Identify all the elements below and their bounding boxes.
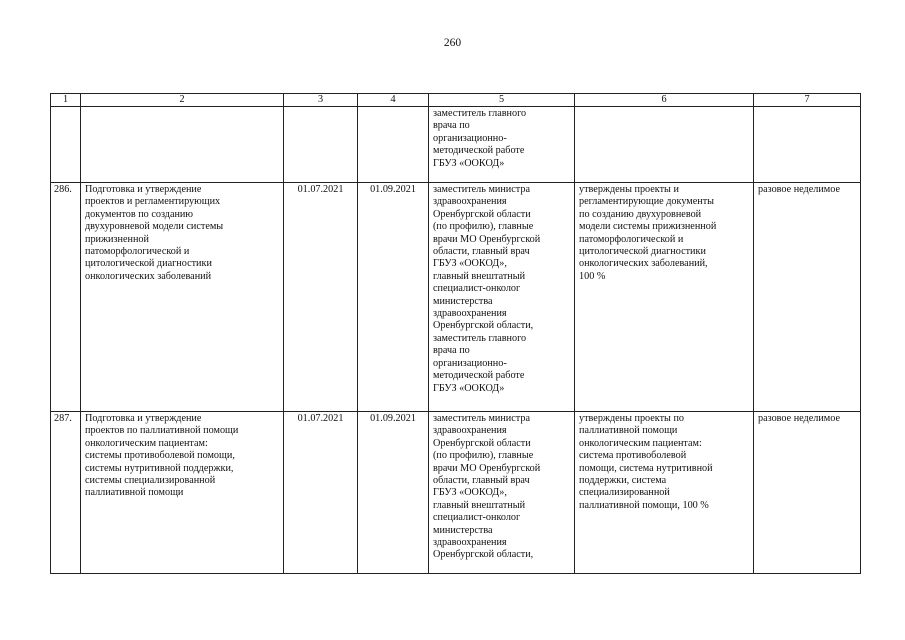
cell-line: поддержки, система <box>579 475 667 487</box>
cell-line: регламентирующие документы <box>579 196 714 208</box>
cell-line: помощи, система нутритивной <box>579 462 713 474</box>
cell-type: разовое неделимое <box>754 183 861 412</box>
cell-num <box>51 107 81 183</box>
cell-line: главный внештатный <box>433 270 526 282</box>
cell-line: Оренбургской области <box>433 437 531 449</box>
cell-line: области, главный врач <box>433 475 530 487</box>
cell-line: системы противоболевой помощи, <box>85 450 235 462</box>
cell-line: методической работе <box>433 370 525 382</box>
cell-line: здравоохранения <box>433 537 507 549</box>
cell-line: утверждены проекты по <box>579 413 684 424</box>
cell-line: проектов и регламентирующих <box>85 196 221 208</box>
cell-start-date <box>284 107 358 183</box>
cell-line: Подготовка и утверждение <box>85 184 202 195</box>
cell-line: специалист-онколог <box>433 512 521 524</box>
cell-line: паллиативной помощи <box>85 487 184 499</box>
table-row-continuation <box>51 107 861 183</box>
cell-line: Подготовка и утверждение <box>85 413 202 424</box>
table-header-row <box>51 94 861 107</box>
cell-line: ГБУЗ «ООКОД» <box>433 382 505 394</box>
table-row-287 <box>51 412 861 574</box>
cell-line: онкологических заболеваний <box>85 270 212 282</box>
cell-line: (по профилю), главные <box>433 450 534 462</box>
cell-line: врачи МО Оренбургской <box>433 462 541 474</box>
cell-line: организационно- <box>433 132 507 144</box>
cell-line: ГБУЗ «ООКОД», <box>433 258 507 270</box>
cell-line: онкологическим пациентам: <box>579 437 702 449</box>
cell-line: онкологическим пациентам: <box>85 437 208 449</box>
cell-line: утверждены проекты и <box>579 184 679 195</box>
cell-line: здравоохранения <box>433 425 507 437</box>
cell-start-date: 01.07.2021 <box>284 412 358 574</box>
cell-start-date: 01.07.2021 <box>284 183 358 412</box>
column-header-3: 3 <box>284 94 358 107</box>
column-header-2: 2 <box>81 94 284 107</box>
cell-line: прижизненной <box>85 233 149 245</box>
cell-line: цитологической диагностики <box>85 258 212 270</box>
cell-line: заместитель главного <box>433 108 527 119</box>
cell-line: специализированной <box>579 487 670 499</box>
cell-result <box>575 107 754 183</box>
cell-line: организационно- <box>433 357 507 369</box>
cell-task <box>81 412 284 574</box>
cell-end-date <box>358 107 429 183</box>
cell-line: Оренбургской области, <box>433 320 534 332</box>
cell-line: врача по <box>433 120 470 132</box>
cell-task <box>81 183 284 412</box>
cell-line: (по профилю), главные <box>433 221 534 233</box>
cell-line: заместитель министра <box>433 413 530 424</box>
cell-line: Оренбургской области, <box>433 549 534 561</box>
cell-line: модели системы прижизненной <box>579 221 717 233</box>
column-header-4: 4 <box>358 94 429 107</box>
plan-table <box>50 93 861 574</box>
cell-num: 286. <box>51 183 81 412</box>
cell-line: проектов по паллиативной помощи <box>85 425 239 437</box>
cell-line: заместитель министра <box>433 184 530 195</box>
cell-line: заместитель главного <box>433 332 527 344</box>
cell-type <box>754 107 861 183</box>
cell-line: методической работе <box>433 145 525 157</box>
cell-line: специалист-онколог <box>433 283 521 295</box>
cell-line: по созданию двухуровневой <box>579 208 702 220</box>
column-header-6: 6 <box>575 94 754 107</box>
cell-line: онкологических заболеваний, <box>579 258 708 270</box>
cell-line: документов по созданию <box>85 208 193 220</box>
cell-line: Оренбургской области <box>433 208 531 220</box>
cell-line: здравоохранения <box>433 308 507 320</box>
cell-end-date: 01.09.2021 <box>358 183 429 412</box>
cell-line: двухуровневой модели системы <box>85 221 224 233</box>
cell-responsible <box>429 107 575 183</box>
cell-responsible <box>429 183 575 412</box>
cell-line: здравоохранения <box>433 196 507 208</box>
cell-line: области, главный врач <box>433 246 530 258</box>
cell-result <box>575 412 754 574</box>
cell-line: главный внештатный <box>433 499 526 511</box>
column-header-7: 7 <box>754 94 861 107</box>
cell-end-date: 01.09.2021 <box>358 412 429 574</box>
cell-line: врачи МО Оренбургской <box>433 233 541 245</box>
cell-line: министерства <box>433 295 493 307</box>
table-row-286 <box>51 183 861 412</box>
cell-task <box>81 107 284 183</box>
cell-line: ГБУЗ «ООКОД», <box>433 487 507 499</box>
column-header-5: 5 <box>429 94 575 107</box>
cell-line: паллиативной помощи, 100 % <box>579 499 709 511</box>
cell-line: врача по <box>433 345 470 357</box>
page-number: 260 <box>443 37 462 49</box>
cell-num: 287. <box>51 412 81 574</box>
column-header-1: 1 <box>51 94 81 107</box>
cell-type: разовое неделимое <box>754 412 861 574</box>
cell-line: система противоболевой <box>579 450 687 462</box>
cell-line: системы нутритивной поддержки, <box>85 462 234 474</box>
cell-line: паллиативной помощи <box>579 425 678 437</box>
cell-line: министерства <box>433 524 493 536</box>
cell-result <box>575 183 754 412</box>
cell-line: ГБУЗ «ООКОД» <box>433 157 505 169</box>
cell-line: патоморфологической и <box>579 233 684 245</box>
cell-line: цитологической диагностики <box>579 246 706 258</box>
cell-line: 100 % <box>579 270 606 282</box>
cell-responsible <box>429 412 575 574</box>
cell-line: системы специализированной <box>85 475 216 487</box>
cell-line: патоморфологической и <box>85 246 190 258</box>
